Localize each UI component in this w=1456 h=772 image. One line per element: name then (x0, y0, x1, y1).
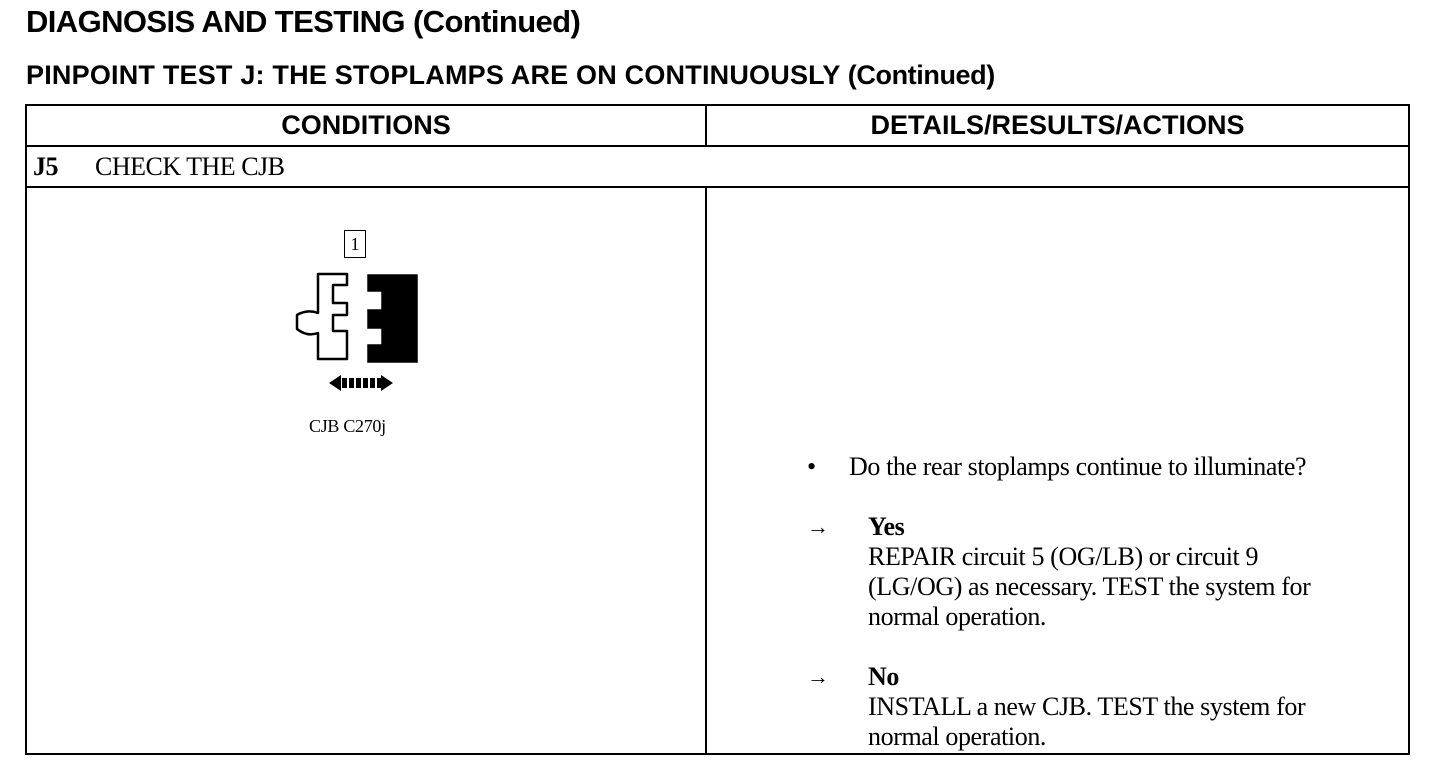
result-no-action: INSTALL a new CJB. TEST the system for normal operation. (868, 692, 1306, 751)
step-row (33, 147, 285, 187)
result-no-label: No (868, 662, 899, 691)
result-yes-label: Yes (868, 512, 905, 541)
page-title: DIAGNOSIS AND TESTING (Continued) (26, 4, 581, 39)
result-yes (787, 512, 1310, 632)
conditions-column-header: CONDITIONS (281, 110, 451, 140)
arrow-right-icon: → (807, 514, 829, 539)
callout-number: 1 (344, 230, 366, 258)
question-item (787, 452, 1310, 482)
arrow-right-icon: → (807, 664, 829, 689)
bullet-icon: • (807, 452, 816, 481)
test-title (26, 60, 995, 91)
connector-half-black (368, 275, 417, 362)
step-number: J5 (33, 152, 58, 181)
step-divider (27, 186, 1408, 188)
details-cell (787, 452, 1310, 752)
connector-half-white (297, 274, 347, 359)
test-title-continued: (Continued) (847, 60, 995, 90)
header-column-divider (705, 106, 707, 145)
step-title: CHECK THE CJB (95, 152, 285, 181)
result-yes-action: REPAIR circuit 5 (OG/LB) or circuit 9 (LG/OG) as necessary. TEST the system for normal operation. (868, 542, 1311, 631)
details-column-header: DETAILS/RESULTS/ACTIONS (870, 110, 1245, 140)
question-text: Do the rear stoplamps continue to illuminate? (849, 452, 1307, 481)
result-no (787, 662, 1310, 752)
separate-arrow-icon (329, 375, 393, 391)
pinpoint-test-table (25, 104, 1410, 755)
test-title-text: PINPOINT TEST J: THE STOPLAMPS ARE ON CONTINUOUSLY (26, 60, 841, 90)
body-column-divider (705, 188, 707, 753)
connector-label: CJB C270j (309, 416, 386, 436)
connector-disconnect-icon (287, 271, 427, 411)
